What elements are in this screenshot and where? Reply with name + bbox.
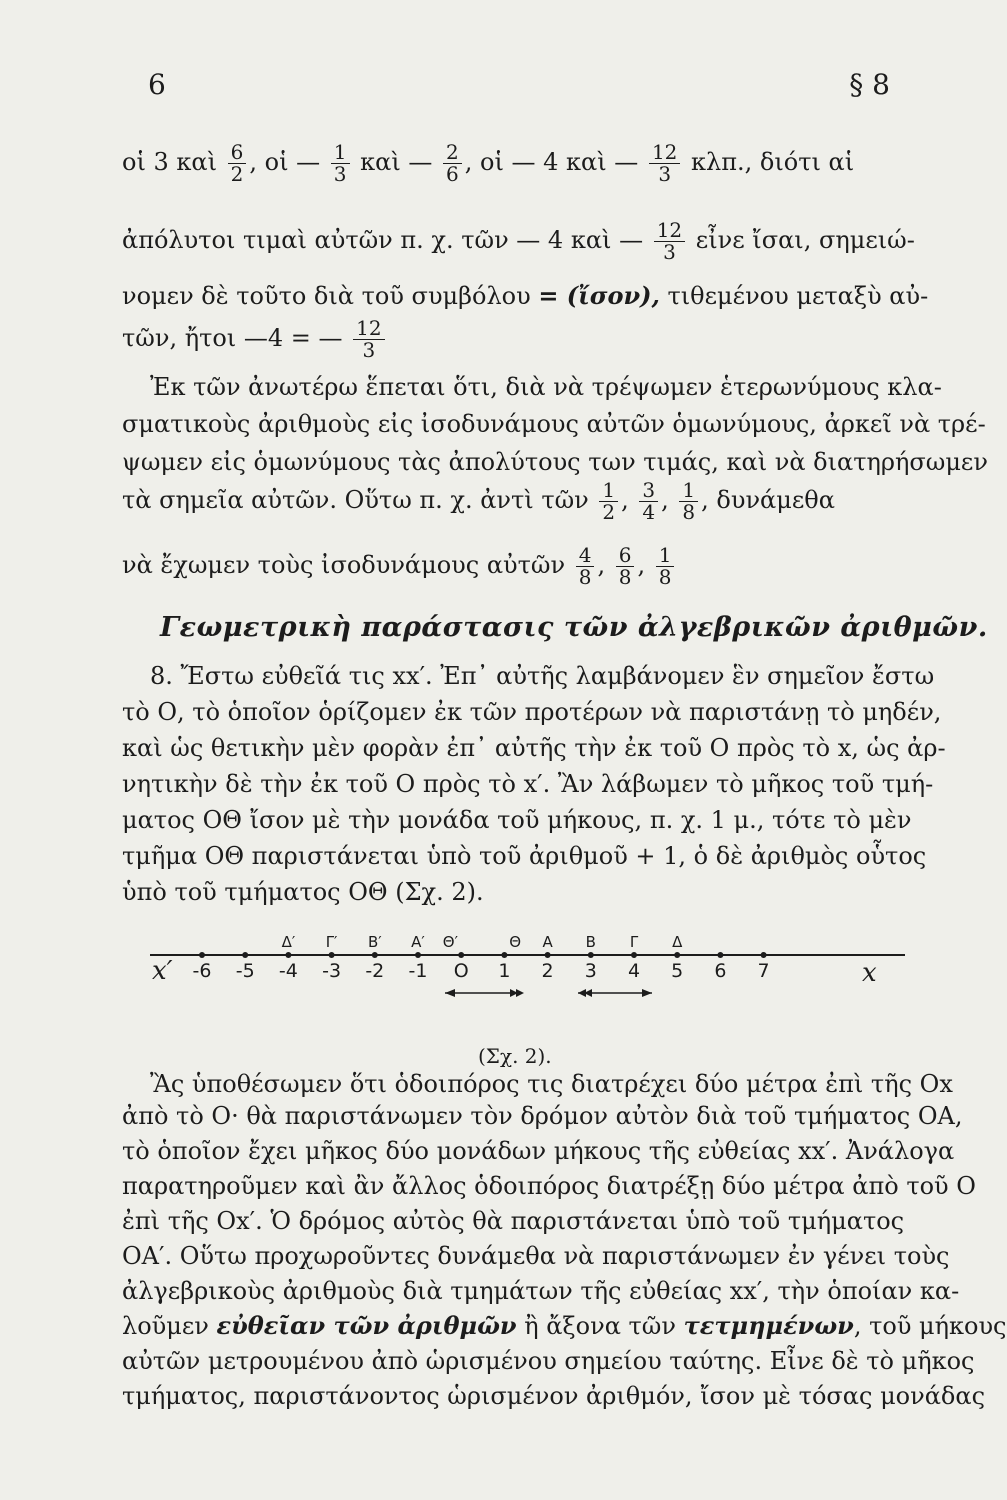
fraction bbox=[616, 545, 635, 588]
text-line bbox=[122, 1311, 1007, 1340]
axis-number: -3 bbox=[322, 960, 342, 982]
numerator: 2 bbox=[443, 142, 462, 164]
text-line: Ἐκ τῶν ἀνωτέρω ἕπεται ὅτι, διὰ νὰ τρέψωμεν ἑτερωνύμους κλα- bbox=[150, 373, 942, 401]
fraction bbox=[443, 142, 462, 185]
axis-point-label: Γ bbox=[629, 933, 639, 951]
numerator: 12 bbox=[654, 220, 685, 242]
axis-tick bbox=[415, 952, 421, 958]
denominator: 3 bbox=[333, 162, 347, 186]
text-line: τὰ σημεῖα αὐτῶν. Οὕτω π. χ. ἀντὶ τῶν $\frac{1}{2}$ , $\frac{3}{4}$ , $\frac{1}{8}$ , δυνάμεθα bbox=[122, 478, 835, 524]
axis-number: -1 bbox=[408, 960, 428, 982]
axis-number: -6 bbox=[192, 960, 212, 982]
axis-right-label: x bbox=[862, 958, 877, 988]
fraction bbox=[639, 480, 658, 523]
denominator: 3 bbox=[658, 162, 672, 186]
axis-point-label: Γ′ bbox=[325, 933, 338, 951]
text-line: τὸ ὁποῖον ἔχει μῆκος δύο μονάδων μήκους τῆς εὐθείας xx′. Ἀνάλογα bbox=[122, 1137, 955, 1165]
text-line: ἀπὸ τὸ Ο· θὰ παριστάνωμεν τὸν δρόμον αὐτὸν διὰ τοῦ τμήματος ΟΑ, bbox=[122, 1102, 963, 1130]
numerator: 12 bbox=[649, 142, 680, 164]
numerator: 1 bbox=[656, 545, 675, 567]
text-line bbox=[122, 142, 922, 185]
text-run: τὰ σημεῖα αὐτῶν. Οὕτω π. χ. ἀντὶ τῶν bbox=[122, 486, 589, 514]
denominator: 8 bbox=[658, 565, 672, 589]
axis-tick bbox=[631, 952, 637, 958]
text-line: τὸ Ο, τὸ ὁποῖον ὁρίζομεν ἐκ τῶν προτέρων νὰ παριστάνῃ τὸ μηδέν, bbox=[122, 698, 942, 726]
text-line bbox=[122, 318, 922, 361]
text-run: , οἱ — bbox=[249, 148, 321, 176]
axis-point-labels bbox=[282, 933, 684, 951]
fraction bbox=[656, 545, 675, 588]
axis-tick bbox=[501, 952, 507, 958]
numerator: 3 bbox=[639, 480, 658, 502]
denominator: 4 bbox=[642, 500, 656, 524]
equals-symbol-text: = (ἴσον), bbox=[538, 281, 660, 310]
numerator: 12 bbox=[353, 318, 384, 340]
fraction bbox=[576, 545, 595, 588]
text-run: , οἱ — 4 καὶ — bbox=[464, 148, 639, 176]
axis-point-label: Β bbox=[585, 933, 596, 951]
text-run: εἶνε ἴσαι, σημειώ- bbox=[695, 226, 915, 254]
fraction bbox=[228, 142, 247, 185]
axis-point-label: Θ bbox=[509, 933, 522, 951]
denominator: 8 bbox=[578, 565, 592, 589]
page-number: 6 bbox=[148, 68, 166, 101]
axis-number: 1 bbox=[498, 960, 511, 982]
axis-tick bbox=[242, 952, 248, 958]
denominator: 3 bbox=[362, 338, 376, 362]
text-line: παρατηροῦμεν καὶ ἂν ἄλλος ὁδοιπόρος διατρέξῃ δύο μέτρα ἀπὸ τοῦ Ο bbox=[122, 1172, 976, 1200]
fraction bbox=[679, 480, 698, 523]
number-axis-figure bbox=[0, 915, 960, 1035]
text-line: νητικὴν δὲ τὴν ἐκ τοῦ Ο πρὸς τὸ x′. Ἂν λάβωμεν τὸ μῆκος τοῦ τμή- bbox=[122, 770, 934, 798]
section-heading: Γεωμετρικὴ παράστασις τῶν ἀλγεβρικῶν ἀριθμῶν. bbox=[160, 612, 988, 643]
numerator: 4 bbox=[576, 545, 595, 567]
text-line: σματικοὺς ἀριθμοὺς εἰς ἰσοδυνάμους αὐτῶν ὁμωνύμους, ἀρκεῖ νὰ τρέ- bbox=[122, 410, 986, 438]
section-number: § 8 bbox=[849, 68, 890, 101]
text-run: λοῦμεν bbox=[122, 1312, 209, 1340]
text-run: τῶν, ἤτοι —4 = — bbox=[122, 324, 343, 352]
axis-point-label: Δ bbox=[672, 933, 683, 951]
text-line: ψωμεν εἰς ὁμωνύμους τὰς ἀπολύτους των τιμάς, καὶ νὰ διατηρήσωμεν bbox=[122, 448, 988, 476]
axis-number: 5 bbox=[671, 960, 684, 982]
numerator: 6 bbox=[616, 545, 635, 567]
axis-tick bbox=[458, 952, 464, 958]
axis-number: 6 bbox=[714, 960, 727, 982]
fraction bbox=[353, 318, 384, 361]
text-line: αὐτῶν μετρουμένου ἀπὸ ὡρισμένου σημείου ταύτης. Εἶνε δὲ τὸ μῆκος bbox=[122, 1347, 975, 1375]
text-run: νὰ ἔχωμεν τοὺς ἰσοδυνάμους αὐτῶν bbox=[122, 551, 566, 579]
text-line: ἀλγεβρικοὺς ἀριθμοὺς διὰ τμημάτων τῆς εὐθείας xx′, τὴν ὁποίαν κα- bbox=[122, 1277, 960, 1305]
axis-tick bbox=[199, 952, 205, 958]
emphasized-term: εὐθεῖαν τῶν ἀριθμῶν bbox=[216, 1311, 517, 1340]
figure-caption: (Σχ. 2). bbox=[478, 1044, 552, 1068]
axis-left-label: x′ bbox=[152, 956, 173, 986]
text-line: τμήματος, παριστάνοντος ὡρισμένον ἀριθμόν, ἴσον μὲ τόσας μονάδας bbox=[122, 1382, 986, 1410]
axis-tick bbox=[372, 952, 378, 958]
fraction bbox=[331, 142, 350, 185]
axis-number: -2 bbox=[365, 960, 385, 982]
arrow-feather-icon bbox=[516, 989, 524, 997]
axis-number: 2 bbox=[541, 960, 554, 982]
text-line: ΟΑ′. Οὕτω προχωροῦντες δυνάμεθα νὰ παριστάνωμεν ἐν γένει τοὺς bbox=[122, 1242, 950, 1270]
axis-point-label: Θ′ bbox=[442, 933, 459, 951]
axis-tick bbox=[329, 952, 335, 958]
axis-point-label: Α bbox=[542, 933, 553, 951]
text-run: κλπ., διότι αἱ bbox=[691, 148, 855, 176]
text-line bbox=[122, 220, 922, 263]
text-line: τμῆμα ΟΘ παριστάνεται ὑπὸ τοῦ ἀριθμοῦ + 1, ὁ δὲ ἀριθμὸς οὗτος bbox=[122, 842, 927, 870]
text-run: νομεν δὲ τοῦτο διὰ τοῦ συμβόλου bbox=[122, 282, 531, 310]
numerator: 1 bbox=[331, 142, 350, 164]
text-line: καὶ ὡς θετικὴν μὲν φορὰν ἐπ᾽ αὐτῆς τὴν ἐκ τοῦ Ο πρὸς τὸ x, ὡς ἀρ- bbox=[122, 734, 946, 762]
numerator: 1 bbox=[599, 480, 618, 502]
axis-number: -5 bbox=[235, 960, 255, 982]
axis-point-label: Δ′ bbox=[281, 933, 296, 951]
denominator: 8 bbox=[618, 565, 632, 589]
denominator: 2 bbox=[230, 162, 244, 186]
denominator: 2 bbox=[602, 500, 616, 524]
axis-tick bbox=[674, 952, 680, 958]
text-line bbox=[122, 281, 929, 310]
fraction bbox=[649, 142, 680, 185]
arrow-head-right-icon bbox=[642, 989, 652, 997]
text-line: ματος ΟΘ ἴσον μὲ τὴν μονάδα τοῦ μήκους, π. χ. 1 μ., τότε τὸ μὲν bbox=[122, 806, 912, 834]
text-run: καὶ — bbox=[360, 148, 433, 176]
axis-number: -4 bbox=[278, 960, 298, 982]
axis-tick bbox=[545, 952, 551, 958]
arrow-head-left-icon bbox=[445, 989, 455, 997]
text-run: οἱ 3 καὶ bbox=[122, 148, 218, 176]
text-run: ἢ ἄξονα τῶν bbox=[524, 1312, 676, 1340]
fraction bbox=[654, 220, 685, 263]
axis-number: 7 bbox=[757, 960, 770, 982]
axis-tick bbox=[588, 952, 594, 958]
denominator: 3 bbox=[663, 240, 676, 264]
text-run: , τοῦ μήκους bbox=[853, 1312, 1007, 1340]
text-line: νὰ ἔχωμεν τοὺς ἰσοδυνάμους αὐτῶν $\frac{4}{8}$ , $\frac{6}{8}$ , $\frac{1}{8}$ bbox=[122, 545, 922, 588]
numerator: 6 bbox=[228, 142, 247, 164]
axis-point-label: Α′ bbox=[411, 933, 425, 951]
numerator: 1 bbox=[679, 480, 698, 502]
axis-tick bbox=[761, 952, 767, 958]
axis-number: 4 bbox=[627, 960, 641, 982]
text-line: ὑπὸ τοῦ τμήματος ΟΘ (Σχ. 2). bbox=[122, 878, 484, 906]
text-line: Ἂς ὑποθέσωμεν ὅτι ὁδοιπόρος τις διατρέχει δύο μέτρα ἐπὶ τῆς Οx bbox=[150, 1070, 953, 1098]
text-run: ἀπόλυτοι τιμαὶ αὐτῶν π. χ. τῶν — 4 καὶ — bbox=[122, 226, 644, 254]
axis-number: 3 bbox=[584, 960, 597, 982]
text-run: , δυνάμεθα bbox=[701, 486, 835, 514]
text-line: ἐπὶ τῆς Οx′. Ὁ δρόμος αὐτὸς θὰ παριστάνεται ὑπὸ τοῦ τμήματος bbox=[122, 1207, 905, 1235]
axis-numbers bbox=[193, 960, 770, 982]
axis-tick bbox=[717, 952, 723, 958]
fraction bbox=[599, 480, 618, 523]
text-line: 8. Ἔστω εὐθεῖά τις xx′. Ἐπ᾽ αὐτῆς λαμβάνομεν ἓν σημεῖον ἔστω bbox=[150, 662, 935, 690]
emphasized-term: τετμημένων bbox=[683, 1311, 854, 1340]
axis-point-label: Β′ bbox=[367, 933, 382, 951]
text-run: τιθεμένου μεταξὺ αὐ- bbox=[667, 282, 929, 310]
axis-number: O bbox=[453, 960, 469, 982]
axis-tick bbox=[285, 952, 291, 958]
denominator: 6 bbox=[446, 162, 459, 186]
denominator: 8 bbox=[682, 500, 696, 524]
